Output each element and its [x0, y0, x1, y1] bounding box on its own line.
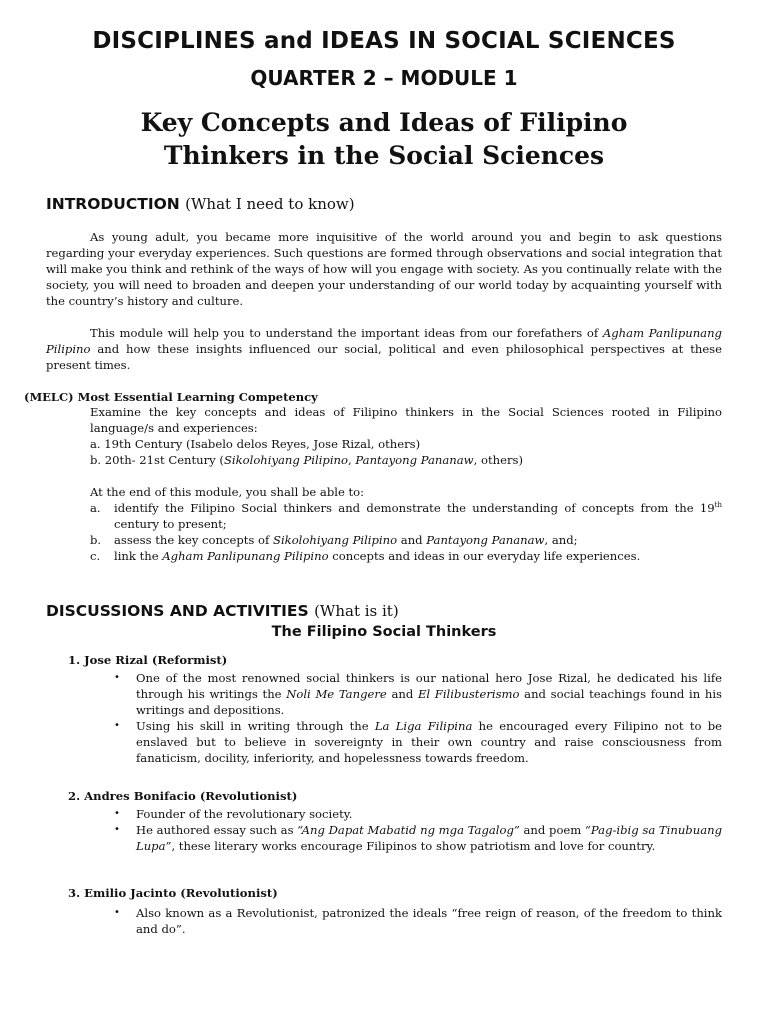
discussion-heading-text: DISCUSSIONS AND ACTIVITIES — [46, 602, 309, 620]
objective-c-text-2: concepts and ideas in our everyday life experiences. — [328, 549, 641, 563]
t1-b2-text-2: he encouraged every Filipino not to be enslaved but to believe in sovereignty in their own country and raise consciousness from fanaticism, docility, inferiority, and hopelessness towards freedom. — [136, 719, 722, 765]
t2-b2-text-1: He authored essay such as — [136, 823, 298, 837]
list-item — [114, 822, 722, 854]
thinker-3-bullets — [114, 905, 722, 937]
objectives-intro: At the end of this module, you shall be able to: — [90, 485, 365, 499]
t1-b1-text-1: One of the most renowned social thinkers is our national hero Jose Rizal, he dedicated his life through his writings the — [136, 671, 722, 701]
intro-paragraph-1 — [46, 229, 722, 309]
objective-c-text-1: link the — [114, 549, 163, 563]
melc-heading: (MELC) Most Essential Learning Competency — [24, 390, 318, 404]
objective-a — [90, 500, 722, 532]
melc-item-b — [90, 452, 722, 468]
t2-b2-italic-2: “Pag-ibig sa Tinubuang Lupa” — [136, 823, 722, 853]
t2-b2-text-2: and poem — [519, 823, 585, 837]
intro-paragraph-2-text-a: This module will help you to understand the important ideas from our forefathers of — [90, 326, 603, 340]
t2-b2-italic-1: “Ang Dapat Mabatid ng mga Tagalog” — [297, 823, 520, 837]
objective-a-text-1: identify the Filipino Social thinkers and demonstrate the understanding of concepts from the 19 — [114, 501, 715, 515]
introduction-heading-text: INTRODUCTION — [46, 195, 180, 213]
list-item — [114, 670, 722, 718]
objective-b-label: b. — [90, 533, 102, 547]
objective-b-text-1: assess the key concepts of — [114, 533, 274, 547]
melc-item-a: a. 19th Century (Isabelo delos Reyes, Jose Rizal, others) — [90, 437, 421, 451]
thinker-1-bullets — [114, 670, 722, 766]
objective-c — [90, 548, 722, 564]
t1-b1-text-2: and — [386, 687, 418, 701]
melc-item-b-italic-1: Sikolohiyang Pilipino — [223, 453, 349, 467]
list-item — [114, 718, 722, 766]
t1-b1-italic-2: El Filibusterismo — [417, 687, 520, 701]
objective-c-label: c. — [90, 549, 101, 563]
filipino-social-thinkers-heading: The Filipino Social Thinkers — [271, 624, 497, 640]
t1-b1-italic-1: Noli Me Tangere — [286, 687, 387, 701]
t1-b2-text-1: Using his skill in writing through the — [136, 719, 375, 733]
discussion-heading — [46, 602, 399, 620]
objective-c-italic-1: Agham Panlipunang Pilipino — [162, 549, 329, 563]
thinker-2-bullets — [114, 806, 722, 854]
melc-text: Examine the key concepts and ideas of Filipino thinkers in the Social Sciences rooted in Filipino language/s and experiences: — [90, 405, 722, 435]
melc-item-b-text-2: , — [348, 453, 356, 467]
introduction-heading-paren: (What I need to know) — [185, 195, 355, 213]
objective-b-text-3: , and; — [544, 533, 578, 547]
objective-b-text-2: and — [397, 533, 427, 547]
t1-b2-italic-1: La Liga Filipina — [374, 719, 473, 733]
introduction-heading — [46, 195, 355, 213]
discussion-heading-paren: (What is it) — [314, 602, 399, 620]
objective-a-text-2: century to present; — [114, 517, 227, 531]
thinker-2-title: 2. Andres Bonifacio (Revolutionist) — [68, 789, 298, 803]
objective-b-italic-1: Sikolohiyang Pilipino — [273, 533, 398, 547]
melc-block — [90, 404, 722, 564]
list-item: • Founder of the revolutionary society. — [114, 806, 722, 822]
list-item: • Also known as a Revolutionist, patronized the ideals “free reign of reason, of the freedom to think and do”. — [114, 905, 722, 937]
module-heading: QUARTER 2 – MODULE 1 — [250, 66, 518, 90]
intro-paragraph-1-text: As young adult, you became more inquisitive of the world around you and begin to ask questions regarding your everyday experiences. Such questions are formed through observations and social integration that will make you think and rethink of the ways of how will you engage with society. As you continually relate with the society, you will need to broaden and deepen your understanding of our world today by acquainting yourself with the country’s history and culture. — [46, 230, 722, 308]
title-line-2: Thinkers in the Social Sciences — [163, 141, 605, 170]
melc-item-b-text-3: , others) — [473, 453, 523, 467]
objective-a-sup: th — [714, 501, 722, 510]
melc-item-b-text-1: b. 20th- 21st Century ( — [90, 453, 224, 467]
intro-paragraph-2 — [46, 325, 722, 373]
objectives-list — [90, 500, 722, 564]
subject-heading: DISCIPLINES and IDEAS IN SOCIAL SCIENCES — [92, 28, 676, 54]
intro-paragraph-2-text-b: and how these insights influenced our social, political and even philosophical perspectives at these present times. — [46, 342, 722, 372]
t1-b1-text-3: and social teachings found in his writings and depositions. — [136, 687, 723, 717]
page-title — [0, 106, 768, 172]
thinker-3-title: 3. Emilio Jacinto (Revolutionist) — [68, 886, 278, 900]
thinker-1-title: 1. Jose Rizal (Reformist) — [68, 653, 228, 667]
intro-paragraph-2-italic: Agham Panlipunang Pilipino — [46, 326, 722, 356]
melc-item-b-italic-2: Pantayong Pananaw — [355, 453, 474, 467]
objective-b-italic-2: Pantayong Pananaw — [426, 533, 545, 547]
t2-b2-text-3: , these literary works encourage Filipinos to show patriotism and love for country. — [171, 839, 656, 853]
objective-b — [90, 532, 722, 548]
objective-a-label: a. — [90, 501, 101, 515]
title-line-1: Key Concepts and Ideas of Filipino — [140, 108, 628, 137]
